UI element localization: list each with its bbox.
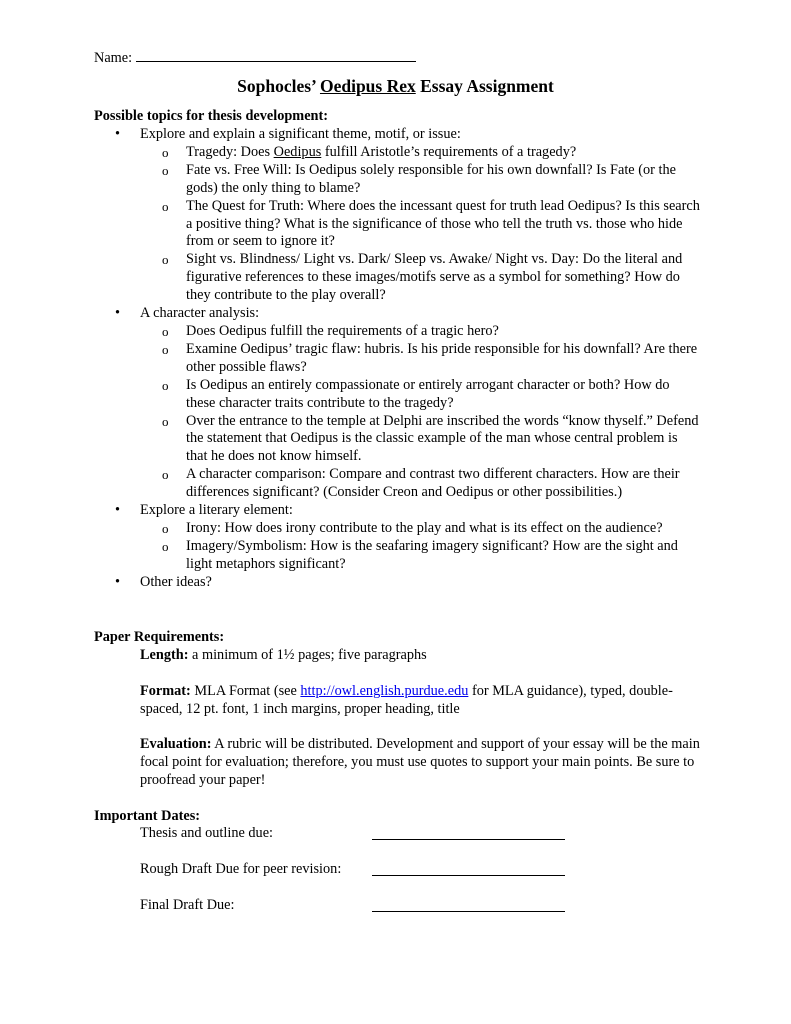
evaluation-label: Evaluation:: [140, 736, 212, 752]
circle-bullet-icon: o: [162, 162, 169, 178]
topic-label: Explore and explain a significant theme, motif, or issue:: [140, 126, 461, 142]
evaluation-requirement: [140, 736, 710, 790]
subtopic-text: Is Oedipus an entirely compassionate or entirely arrogant character or both? How do these character traits contribute to the tragedy?: [186, 376, 670, 411]
subtopic-item: [94, 538, 714, 574]
date-label: Rough Draft Due for peer revision:: [140, 861, 342, 877]
topic-item: [94, 305, 714, 323]
bullet-icon: •: [115, 126, 121, 142]
format-label: Format:: [140, 683, 191, 699]
circle-bullet-icon: o: [162, 144, 169, 160]
format-text-post: for MLA guidance), typed, double-spaced, 12 pt. font, 1 inch margins, proper heading, title: [140, 683, 673, 717]
subtopic-text-post: fulfill Aristotle’s requirements of a tragedy?: [321, 143, 577, 160]
date-row-rough-draft: [140, 861, 580, 879]
dates-heading: Important Dates:: [94, 808, 201, 824]
subtopic-item: [94, 144, 714, 162]
length-label: Length:: [140, 647, 189, 663]
purdue-owl-link[interactable]: http://owl.english.purdue.edu: [300, 683, 469, 699]
length-text: a minimum of 1½ pages; five paragraphs: [188, 647, 427, 663]
subtopic-text: Over the entrance to the temple at Delphi are inscribed the words “know thyself.” Defend the statement that Oedipus is the classic example of the man whose central problem is that he does not know himself.: [186, 412, 699, 465]
circle-bullet-icon: o: [162, 341, 169, 357]
circle-bullet-icon: o: [162, 467, 169, 483]
date-row-thesis: [140, 825, 580, 843]
subtopic-text: Imagery/Symbolism: How is the seafaring imagery significant? How are the sight and light metaphors significant?: [186, 537, 678, 572]
subtopic-item: [94, 520, 714, 538]
circle-bullet-icon: o: [162, 377, 169, 393]
page-title: [0, 76, 791, 96]
date-blank-line[interactable]: [372, 911, 565, 912]
circle-bullet-icon: o: [162, 413, 169, 429]
name-blank-line[interactable]: [136, 47, 416, 62]
subtopic-text: Sight vs. Blindness/ Light vs. Dark/ Sleep vs. Awake/ Night vs. Day: Do the literal and figurative references to these images/motifs serve as a symbol for something? How do they contribute to the play overall?: [186, 251, 683, 304]
circle-bullet-icon: o: [162, 520, 169, 536]
circle-bullet-icon: o: [162, 198, 169, 214]
topics-list: [94, 126, 714, 592]
subtopic-text-pre: Tragedy: Does: [186, 143, 274, 160]
topic-item: [94, 126, 714, 144]
topics-heading: Possible topics for thesis development:: [94, 108, 329, 124]
topic-item: [94, 502, 714, 520]
topic-label: A character analysis:: [140, 305, 260, 322]
date-row-final-draft: [140, 897, 580, 915]
subtopic-item: [94, 323, 714, 341]
subtopic-text: Does Oedipus fulfill the requirements of a tragic hero?: [186, 322, 499, 339]
subtopic-text: Irony: How does irony contribute to the play and what is its effect on the audience?: [186, 519, 663, 536]
title-author: Sophocles’: [237, 76, 320, 96]
topic-item: [94, 574, 714, 592]
topic-label: Other ideas?: [140, 573, 212, 590]
subtopic-text: Examine Oedipus’ tragic flaw: hubris. Is his pride responsible for his downfall? Are there other possible flaws?: [186, 340, 698, 375]
date-label: Final Draft Due:: [140, 897, 235, 913]
subtopic-item: [94, 413, 714, 467]
subtopic-item: [94, 162, 714, 198]
subtopic-item: [94, 341, 714, 377]
topic-label: Explore a literary element:: [140, 502, 293, 519]
subtopic-item: [94, 377, 714, 413]
subtopic-item: [94, 251, 714, 305]
date-blank-line[interactable]: [372, 875, 565, 876]
format-text-pre: MLA Format (see: [190, 683, 301, 699]
title-rest: Essay Assignment: [415, 76, 554, 96]
name-label: Name:: [94, 50, 133, 66]
date-blank-line[interactable]: [372, 839, 565, 840]
subtopic-item: [94, 466, 714, 502]
subtopic-text: The Quest for Truth: Where does the incessant quest for truth lead Oedipus? Is this search a positive thing? What is the significance of those who tell the truth vs. those who hide from or seem to ignore it?: [186, 197, 700, 250]
evaluation-text: A rubric will be distributed. Development and support of your essay will be the main focal point for evaluation; therefore, you must use quotes to support your main points. Be sure to proofread your paper!: [140, 736, 700, 788]
circle-bullet-icon: o: [162, 538, 169, 554]
date-label: Thesis and outline due:: [140, 825, 274, 841]
format-requirement: [140, 683, 710, 719]
circle-bullet-icon: o: [162, 252, 169, 268]
bullet-icon: •: [115, 305, 121, 322]
title-work: Oedipus Rex: [319, 76, 416, 96]
length-requirement: [140, 647, 710, 665]
requirements-heading: Paper Requirements:: [94, 629, 225, 645]
subtopic-text: Fate vs. Free Will: Is Oedipus solely responsible for his own downfall? Is Fate (or the gods) the only thing to blame?: [186, 161, 676, 196]
subtopic-text: A character comparison: Compare and contrast two different characters. How are their differences significant? (Consider Creon and Oedipus or other possibilities.): [186, 466, 680, 501]
circle-bullet-icon: o: [162, 323, 169, 339]
bullet-icon: •: [115, 573, 121, 590]
subtopic-item: [94, 198, 714, 252]
subtopic-underlined-title: Oedipus: [273, 143, 322, 160]
subtopic-text: [186, 144, 701, 162]
name-field-row: [94, 47, 416, 68]
bullet-icon: •: [115, 502, 121, 519]
